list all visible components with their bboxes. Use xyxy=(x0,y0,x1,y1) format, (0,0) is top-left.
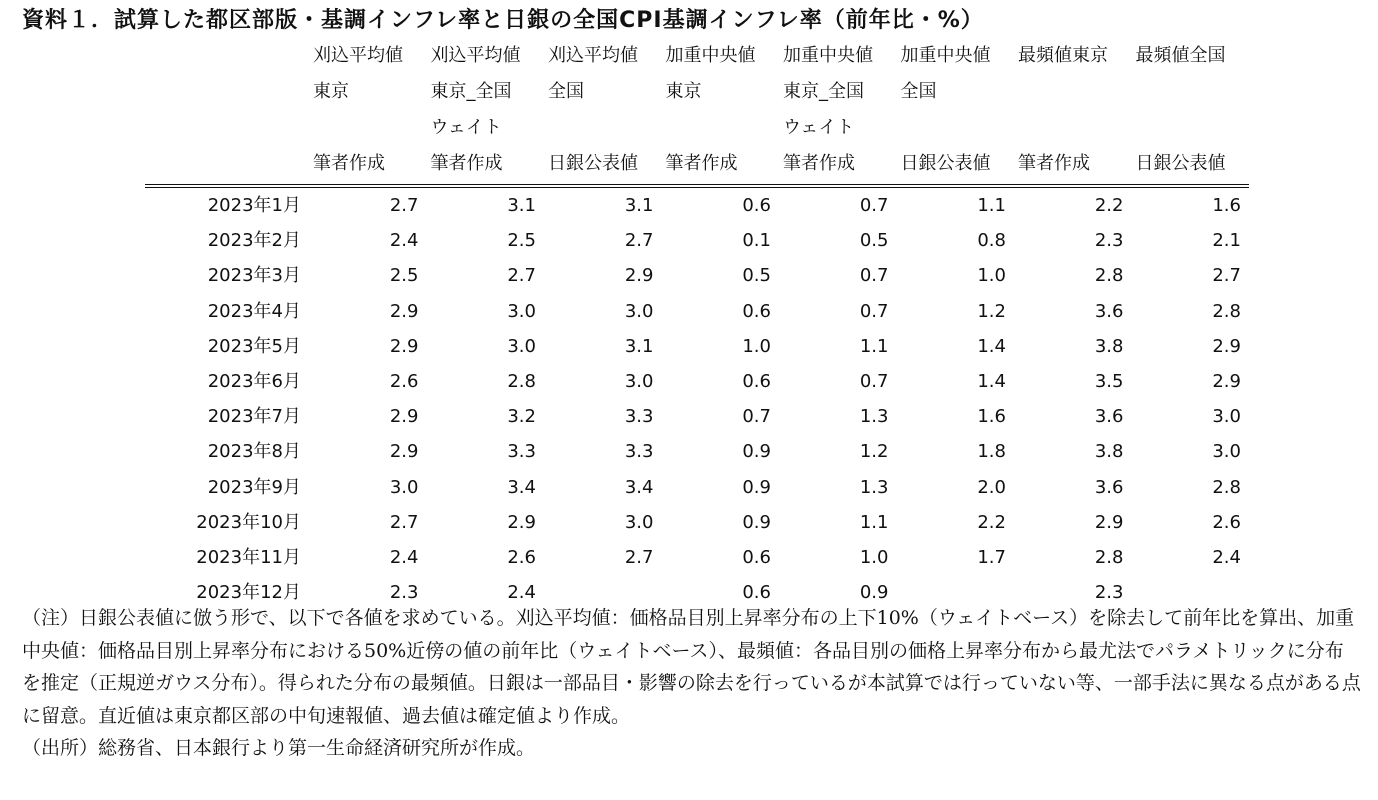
column-header-line: 東京 xyxy=(313,81,349,102)
table-row xyxy=(145,399,1249,434)
table-source-row xyxy=(145,146,1249,186)
table-cell: 2.7 xyxy=(389,511,419,533)
table-cell: 2.9 xyxy=(389,441,419,463)
table-body xyxy=(145,186,1249,610)
table-cell: 3.8 xyxy=(1094,441,1124,463)
column-header xyxy=(1014,38,1132,146)
column-source: 筆者作成 xyxy=(779,146,897,186)
table-cell: 2.4 xyxy=(1212,547,1241,569)
column-source: 筆者作成 xyxy=(427,146,545,186)
table-row xyxy=(145,434,1249,469)
column-header-line: ウェイト xyxy=(783,117,855,138)
table-cell: 2.9 xyxy=(1212,371,1241,393)
table-cell: 1.3 xyxy=(859,476,889,498)
table-cell: 3.3 xyxy=(507,441,536,463)
table-cell: 2.4 xyxy=(507,582,536,604)
table-cell: 2.3 xyxy=(389,582,419,604)
table-cell: 2.2 xyxy=(1094,195,1124,216)
table-cell: 1.4 xyxy=(977,335,1006,357)
row-month: 2023年10月 xyxy=(196,511,301,533)
table-cell: 1.0 xyxy=(742,335,771,357)
table-cell: 2.9 xyxy=(389,406,419,428)
table-cell: 2.8 xyxy=(1212,476,1241,498)
table-cell: 0.5 xyxy=(859,230,889,252)
table-cell: 2.8 xyxy=(1094,547,1124,569)
row-month: 2023年1月 xyxy=(207,195,301,216)
table-cell: 2.9 xyxy=(1212,335,1241,357)
row-month: 2023年9月 xyxy=(207,476,301,498)
table-cell: 3.0 xyxy=(624,511,654,533)
column-header-line: 東京_全国 xyxy=(430,81,512,102)
table-row xyxy=(145,540,1249,575)
table-cell: 1.0 xyxy=(977,265,1006,287)
table-cell: 0.9 xyxy=(859,582,889,604)
column-header-line: 加重中央値 xyxy=(665,45,756,66)
row-month: 2023年8月 xyxy=(207,441,301,463)
row-month: 2023年4月 xyxy=(207,300,301,322)
note-text: （注）日銀公表値に倣う形で、以下で各値を求めている。刈込平均値：価格品目別上昇率分布の上下10%（ウェイトベース）を除去して前年比を算出、加重中央値：価格品目別上昇率分布における50%近傍の値の前年比（ウェイトベース）、最頻値：各品目別の価格上昇率分布から最尤法でパラメトリックに分布を推定（正規逆ガウス分布）。得られた分布の最頻値。日銀は一部品目・影響の除去を行っているが本試算では行っていない等、一部手法に異なる点がある点に留意。直近値は東京都区部の中旬速報値、過去値は確定値より作成。 xyxy=(22,607,1361,727)
table-cell: 2.9 xyxy=(507,511,536,533)
row-month: 2023年11月 xyxy=(196,547,301,569)
table-cell: 1.1 xyxy=(859,511,889,533)
table-cell: 1.6 xyxy=(1212,195,1241,216)
row-month: 2023年5月 xyxy=(207,335,301,357)
table-cell: 0.7 xyxy=(859,265,889,287)
table-cell: 0.5 xyxy=(742,265,771,287)
table-row xyxy=(145,505,1249,540)
table-cell: 3.6 xyxy=(1094,406,1124,428)
table-cell: 2.7 xyxy=(624,547,654,569)
column-header-line: 刈込平均値 xyxy=(313,45,403,66)
table-cell: 3.1 xyxy=(624,335,654,357)
table-cell: 2.9 xyxy=(389,300,419,322)
table-cell: 2.3 xyxy=(1094,582,1124,604)
table-cell: 2.2 xyxy=(977,511,1006,533)
table-cell: 2.8 xyxy=(1212,300,1241,322)
table-cell: 0.6 xyxy=(742,300,771,322)
table-row xyxy=(145,329,1249,364)
table-cell: 0.6 xyxy=(742,547,771,569)
column-header xyxy=(779,38,897,146)
table-row xyxy=(145,470,1249,505)
table-cell: 1.1 xyxy=(859,335,889,357)
table-header-row xyxy=(145,38,1249,146)
table-cell: 3.0 xyxy=(389,476,419,498)
table-cell: 3.2 xyxy=(507,406,536,428)
footnotes xyxy=(22,602,1362,765)
column-header xyxy=(544,38,662,146)
table-cell: 3.4 xyxy=(624,476,654,498)
row-month: 2023年7月 xyxy=(207,406,301,428)
table-cell: 3.0 xyxy=(1212,441,1241,463)
row-month: 2023年3月 xyxy=(207,265,301,287)
table-cell: 1.6 xyxy=(977,406,1006,428)
source-text: （出所）総務省、日本銀行より第一生命経済研究所が作成。 xyxy=(22,737,536,759)
table-cell: 2.8 xyxy=(1094,265,1124,287)
table-cell: 3.4 xyxy=(507,476,536,498)
table-cell: 3.0 xyxy=(624,300,654,322)
table-cell: 1.8 xyxy=(977,441,1006,463)
column-header-line: 東京 xyxy=(665,81,702,102)
table-cell: 0.9 xyxy=(742,511,771,533)
row-month: 2023年12月 xyxy=(196,582,301,604)
table-cell: 2.9 xyxy=(1094,511,1124,533)
row-month: 2023年2月 xyxy=(207,230,301,252)
table-corner-cell xyxy=(145,146,309,186)
column-header-line: 全国 xyxy=(548,81,584,102)
table-cell: 2.6 xyxy=(389,371,419,393)
column-header-line: 刈込平均値 xyxy=(548,45,638,66)
column-header xyxy=(427,38,545,146)
table-cell: 2.3 xyxy=(1094,230,1124,252)
table-cell: 3.6 xyxy=(1094,300,1124,322)
column-header-line: 東京_全国 xyxy=(783,81,864,102)
table-cell: 0.1 xyxy=(742,230,771,252)
table-cell: 3.5 xyxy=(1094,371,1124,393)
table-cell: 3.6 xyxy=(1094,476,1124,498)
table-row xyxy=(145,364,1249,399)
document-title: 資料１．試算した都区部版・基調インフレ率と日銀の全国CPI基調インフレ率（前年比・%） xyxy=(22,8,984,33)
table-cell: 0.8 xyxy=(977,230,1006,252)
row-month: 2023年6月 xyxy=(207,371,301,393)
table-cell: 2.7 xyxy=(624,230,654,252)
table-cell: 2.5 xyxy=(507,230,536,252)
table-row xyxy=(145,223,1249,258)
column-header-line: 刈込平均値 xyxy=(430,45,521,66)
table-cell: 1.1 xyxy=(977,195,1006,216)
column-header-line: 全国 xyxy=(900,81,937,102)
table-cell: 0.7 xyxy=(742,406,771,428)
column-source: 日銀公表値 xyxy=(1132,146,1250,186)
table-cell: 1.4 xyxy=(977,371,1006,393)
table-cell: 2.7 xyxy=(389,195,419,216)
table-cell: 3.0 xyxy=(1212,406,1241,428)
column-header xyxy=(1132,38,1250,146)
column-header-line: ウェイト xyxy=(430,117,502,138)
column-header-line: 加重中央値 xyxy=(900,45,991,66)
table-cell: 2.6 xyxy=(507,547,536,569)
table-cell: 2.4 xyxy=(389,230,419,252)
column-source: 日銀公表値 xyxy=(544,146,662,186)
inflation-table xyxy=(145,38,1249,610)
column-header-line: 加重中央値 xyxy=(783,45,873,66)
table-cell: 3.0 xyxy=(507,300,536,322)
column-source: 筆者作成 xyxy=(1014,146,1132,186)
table-cell: 3.3 xyxy=(624,406,654,428)
table-cell: 1.2 xyxy=(977,300,1006,322)
table-cell: 0.7 xyxy=(859,371,889,393)
column-header-line: 最頻値全国 xyxy=(1135,45,1226,66)
table-cell: 2.7 xyxy=(507,265,536,287)
table-cell: 3.8 xyxy=(1094,335,1124,357)
column-source: 日銀公表値 xyxy=(897,146,1015,186)
table-cell: 2.0 xyxy=(977,476,1006,498)
column-header xyxy=(897,38,1015,146)
table-row xyxy=(145,294,1249,329)
table-row xyxy=(145,258,1249,293)
table-cell: 3.1 xyxy=(507,195,536,216)
column-header xyxy=(662,38,780,146)
table-cell: 2.9 xyxy=(389,335,419,357)
table-cell: 2.4 xyxy=(389,547,419,569)
table-cell: 0.6 xyxy=(742,582,771,604)
column-header xyxy=(309,38,427,146)
table-cell: 1.7 xyxy=(977,547,1006,569)
table-cell: 3.0 xyxy=(507,335,536,357)
table-cell: 2.5 xyxy=(389,265,419,287)
table-cell: 3.0 xyxy=(624,371,654,393)
table-cell: 0.9 xyxy=(742,441,771,463)
column-source: 筆者作成 xyxy=(662,146,780,186)
table-cell: 2.1 xyxy=(1212,230,1241,252)
table-corner-cell xyxy=(145,38,309,146)
table-cell: 0.9 xyxy=(742,476,771,498)
table-cell: 0.7 xyxy=(859,300,889,322)
table-cell: 0.7 xyxy=(859,195,889,216)
table-cell: 1.2 xyxy=(859,441,889,463)
column-source: 筆者作成 xyxy=(309,146,427,186)
table-cell: 1.3 xyxy=(859,406,889,428)
table-cell: 0.6 xyxy=(742,371,771,393)
table-cell: 0.6 xyxy=(742,195,771,216)
table-row xyxy=(145,186,1249,223)
table-cell: 3.3 xyxy=(624,441,654,463)
table-cell: 1.0 xyxy=(859,547,889,569)
table-cell: 2.9 xyxy=(624,265,654,287)
table-cell: 2.8 xyxy=(507,371,536,393)
table-cell: 2.6 xyxy=(1212,511,1241,533)
table-cell: 3.1 xyxy=(624,195,654,216)
table-cell: 2.7 xyxy=(1212,265,1241,287)
column-header-line: 最頻値東京 xyxy=(1018,45,1108,66)
